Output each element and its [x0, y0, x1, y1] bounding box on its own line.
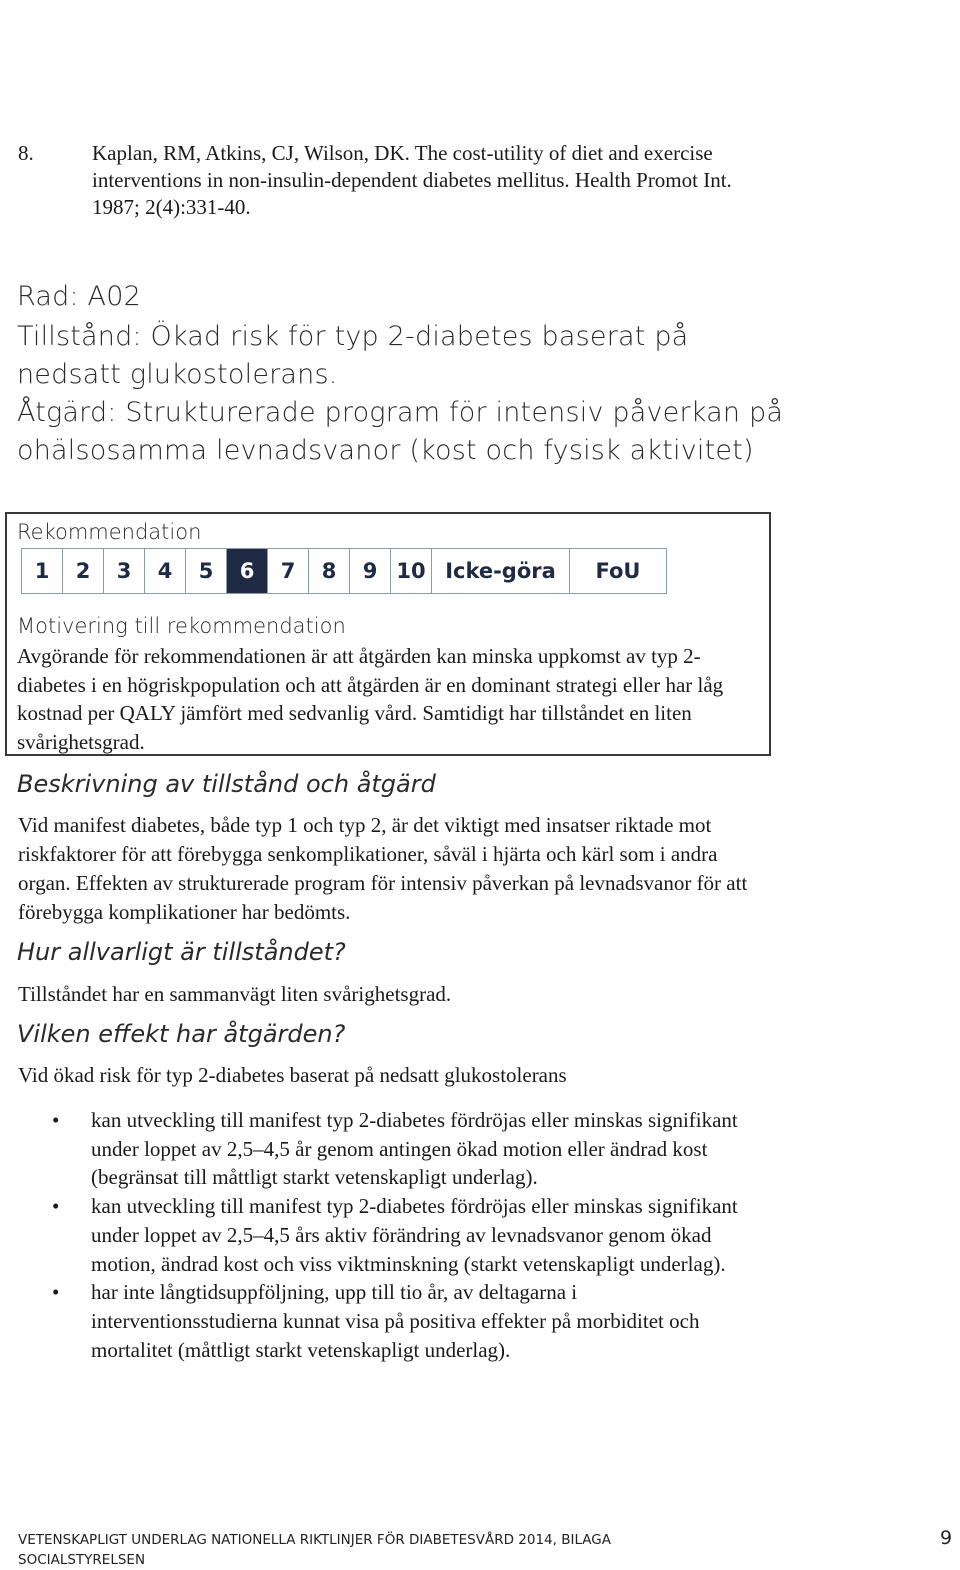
reference-item: [18, 140, 778, 221]
scale-cell-1: 1: [22, 549, 63, 593]
motivation-title: Motivering till rekommendation: [17, 614, 346, 638]
scale-cell-5: 5: [186, 549, 227, 593]
bullet-icon: •: [52, 1108, 60, 1132]
severity-text: Tillståndet har en sammanvägt liten svårighetsgrad.: [18, 982, 452, 1006]
bullet-icon: •: [52, 1194, 60, 1219]
reference-text: Kaplan, RM, Atkins, CJ, Wilson, DK. The cost-utility of diet and exercise interventions in non-insulin-dependent diabetes mellitus. Health Promot Int. 1987; 2(4):331-40.: [92, 141, 732, 219]
scale-cell-fou: FoU: [595, 559, 641, 583]
effect-heading: Vilken effekt har åtgärden?: [17, 1020, 346, 1048]
effect-bullet-list: [52, 1106, 752, 1364]
scale-cell-8: 8: [309, 549, 350, 593]
reference-number: 8.: [18, 141, 34, 165]
bullet-text: kan utveckling till manifest typ 2-diabetes fördröjas eller minskas signifikant under loppet av 2,5–4,5 år genom antingen ökad motion eller ändrad kost (begränsat till måttligt starkt vetenskapligt underlag).: [91, 1108, 738, 1190]
page-number: 9: [940, 1527, 953, 1549]
row-id: Rad: A02: [17, 281, 141, 312]
bullet-icon: •: [52, 1280, 60, 1305]
scale-cell-4: 4: [145, 549, 186, 593]
list-item: [52, 1192, 752, 1278]
bullet-text: kan utveckling till manifest typ 2-diabetes fördröjas eller minskas signifikant under loppet av 2,5–4,5 års aktiv förändring av levnadsvanor genom ökad motion, ändrad kost och viss viktminskning (starkt vetenskapligt underlag).: [91, 1194, 738, 1276]
bullet-text: har inte långtidsuppföljning, upp till tio år, av deltagarna i interventionsstudierna kunnat visa på positiva effekter på morbiditet och mortalitet (måttligt starkt vetenskapligt underlag).: [91, 1280, 700, 1362]
scale-cell-2: 2: [63, 549, 104, 593]
condition-heading: Tillstånd: Ökad risk för typ 2-diabetes baserat på nedsatt glukostolerans.: [17, 321, 689, 390]
effect-intro: Vid ökad risk för typ 2-diabetes baserat på nedsatt glukostolerans: [18, 1063, 567, 1087]
scale-cell-10: 10: [391, 549, 432, 593]
recommendation-scale: [21, 548, 667, 594]
recommendation-label: Rekommendation: [17, 520, 202, 544]
description-text: Vid manifest diabetes, både typ 1 och typ 2, är det viktigt med insatser riktade mot riskfaktorer för att förebygga senkomplikationer, såväl i hjärta och kärl som i andra organ. Effekten av strukturerade program för intensiv påverkan på levnadsvanor för att förebygga komplikationer har bedömts.: [18, 813, 748, 924]
description-heading: Beskrivning av tillstånd och åtgärd: [17, 770, 436, 798]
list-item: [52, 1278, 752, 1364]
scale-cell-6-selected: 6: [227, 549, 268, 593]
action-heading: Åtgärd: Strukturerade program för intensiv påverkan på ohälsosamma levnadsvanor (kost och fysisk aktivitet): [17, 397, 784, 466]
list-item: [52, 1106, 752, 1192]
scale-cell-3: 3: [104, 549, 145, 593]
scale-cell-9: 9: [350, 549, 391, 593]
motivation-text: Avgörande för rekommendationen är att åtgärden kan minska uppkomst av typ 2-diabetes i en högriskpopulation och att åtgärden är en dominant strategi eller har låg kostnad per QALY jämfört med sedvanlig vård. Samtidigt har tillståndet en liten svårighetsgrad.: [17, 644, 724, 754]
severity-heading: Hur allvarligt är tillståndet?: [17, 938, 346, 966]
scale-cell-icke-gora: Icke-göra: [432, 549, 570, 593]
recommendation-box: [5, 512, 771, 756]
page-footer: VETENSKAPLIGT UNDERLAG NATIONELLA RIKTLINJER FÖR DIABETESVÅRD 2014, BILAGA SOCIALSTYRELSEN: [18, 1532, 611, 1568]
scale-cell-7: 7: [268, 549, 309, 593]
